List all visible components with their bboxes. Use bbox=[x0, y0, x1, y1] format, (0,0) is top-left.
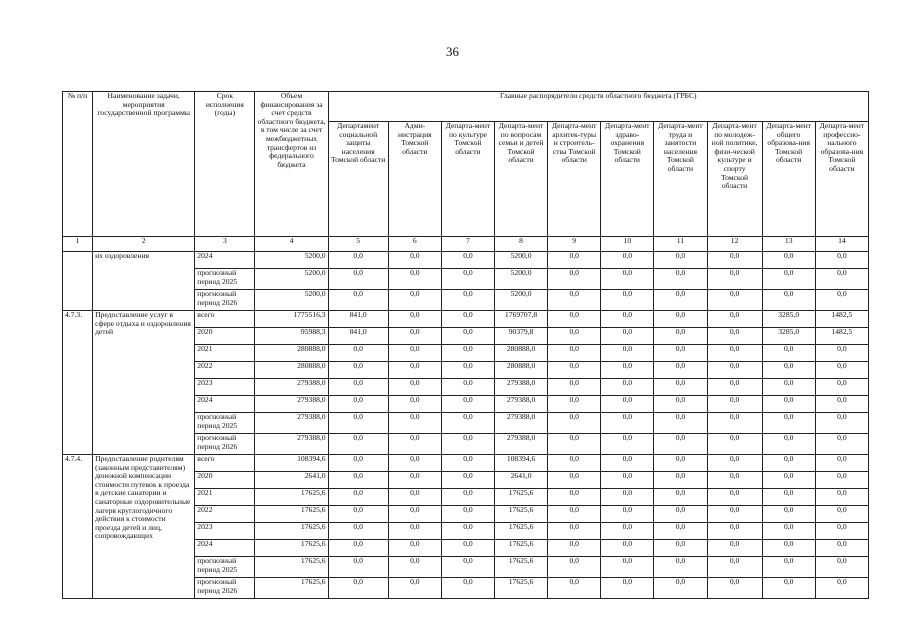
value-cell: 0,0 bbox=[441, 311, 494, 328]
task-name: Предоставление родителям (законным представителям) денежной компенсации стоимости путевок к проезда в детские санатории и санаторные оздоровительные лагеря круглогодичного действия к стоимости проезда детей и лиц, сопровождающих bbox=[93, 455, 195, 599]
value-cell: 0,0 bbox=[601, 311, 654, 328]
value-cell: 3285,0 bbox=[762, 328, 815, 345]
value-cell: 0,0 bbox=[762, 379, 815, 396]
header-row-grbs bbox=[63, 92, 869, 122]
value-cell: 0,0 bbox=[815, 578, 868, 599]
value-cell: 0,0 bbox=[707, 578, 762, 599]
value-cell: 0,0 bbox=[707, 506, 762, 523]
value-cell: 0,0 bbox=[328, 269, 388, 290]
value-cell: 0,0 bbox=[601, 523, 654, 540]
value-cell: 0,0 bbox=[654, 489, 707, 506]
value-cell: 0,0 bbox=[548, 379, 601, 396]
value-cell: 0,0 bbox=[328, 557, 388, 578]
value-cell: 0,0 bbox=[815, 290, 868, 311]
value-cell: 0,0 bbox=[441, 506, 494, 523]
value-cell: 0,0 bbox=[601, 290, 654, 311]
value-cell: 0,0 bbox=[441, 455, 494, 472]
value-cell: 0,0 bbox=[441, 540, 494, 557]
value-cell: 0,0 bbox=[707, 379, 762, 396]
value-cell: 0,0 bbox=[654, 269, 707, 290]
value-cell: 0,0 bbox=[707, 290, 762, 311]
value-cell: 0,0 bbox=[388, 472, 441, 489]
term-cell: прогнозный период 2026 bbox=[195, 578, 255, 599]
value-cell: 0,0 bbox=[654, 379, 707, 396]
value-cell: 0,0 bbox=[654, 311, 707, 328]
value-cell: 5200,0 bbox=[495, 290, 548, 311]
header-name: Наименование задачи, мероприятия государственной программы bbox=[93, 92, 195, 237]
value-cell: 0,0 bbox=[601, 455, 654, 472]
total-cell: 280888,0 bbox=[255, 362, 328, 379]
value-cell: 280888,0 bbox=[495, 345, 548, 362]
value-cell: 17625,6 bbox=[495, 489, 548, 506]
total-cell: 17625,6 bbox=[255, 578, 328, 599]
value-cell: 0,0 bbox=[328, 252, 388, 269]
table-row bbox=[63, 252, 869, 269]
value-cell: 0,0 bbox=[388, 578, 441, 599]
value-cell: 90379,8 bbox=[495, 328, 548, 345]
value-cell: 108394,6 bbox=[495, 455, 548, 472]
value-cell: 3285,0 bbox=[762, 311, 815, 328]
col-number: 10 bbox=[601, 237, 654, 252]
header-dept: Департа-мент архитек-туры и строитель-ства Томской области bbox=[548, 122, 601, 237]
value-cell: 0,0 bbox=[388, 252, 441, 269]
value-cell: 0,0 bbox=[707, 557, 762, 578]
col-number: 9 bbox=[548, 237, 601, 252]
total-cell: 5200,0 bbox=[255, 252, 328, 269]
col-number: 12 bbox=[707, 237, 762, 252]
value-cell: 0,0 bbox=[762, 252, 815, 269]
value-cell: 0,0 bbox=[654, 578, 707, 599]
term-cell: 2024 bbox=[195, 540, 255, 557]
term-cell: 2024 bbox=[195, 252, 255, 269]
term-cell: прогнозный период 2026 bbox=[195, 290, 255, 311]
column-number-row bbox=[63, 237, 869, 252]
value-cell: 5200,0 bbox=[495, 252, 548, 269]
value-cell: 0,0 bbox=[388, 311, 441, 328]
value-cell: 0,0 bbox=[654, 523, 707, 540]
value-cell: 0,0 bbox=[441, 434, 494, 455]
value-cell: 0,0 bbox=[388, 328, 441, 345]
header-num: № п/п bbox=[63, 92, 93, 237]
value-cell: 279388,0 bbox=[495, 413, 548, 434]
value-cell: 0,0 bbox=[762, 345, 815, 362]
table-row bbox=[63, 455, 869, 472]
value-cell: 0,0 bbox=[815, 540, 868, 557]
term-cell: 2021 bbox=[195, 345, 255, 362]
value-cell: 0,0 bbox=[388, 455, 441, 472]
value-cell: 0,0 bbox=[815, 557, 868, 578]
value-cell: 0,0 bbox=[388, 506, 441, 523]
value-cell: 0,0 bbox=[601, 413, 654, 434]
value-cell: 0,0 bbox=[815, 489, 868, 506]
value-cell: 0,0 bbox=[707, 252, 762, 269]
value-cell: 17625,6 bbox=[495, 578, 548, 599]
value-cell: 0,0 bbox=[654, 455, 707, 472]
col-number: 5 bbox=[328, 237, 388, 252]
value-cell: 0,0 bbox=[388, 345, 441, 362]
total-cell: 1775516,3 bbox=[255, 311, 328, 328]
value-cell: 0,0 bbox=[762, 523, 815, 540]
value-cell: 0,0 bbox=[762, 455, 815, 472]
col-number: 11 bbox=[654, 237, 707, 252]
value-cell: 0,0 bbox=[548, 472, 601, 489]
value-cell: 17625,6 bbox=[495, 557, 548, 578]
task-code: 4.7.4. bbox=[63, 455, 93, 599]
total-cell: 279388,0 bbox=[255, 434, 328, 455]
value-cell: 0,0 bbox=[548, 328, 601, 345]
value-cell: 0,0 bbox=[548, 269, 601, 290]
term-cell: 2022 bbox=[195, 506, 255, 523]
value-cell: 0,0 bbox=[548, 345, 601, 362]
header-dept: Департа-мент труда и занятости населения Томской области bbox=[654, 122, 707, 237]
value-cell: 0,0 bbox=[707, 396, 762, 413]
term-cell: всего bbox=[195, 311, 255, 328]
value-cell: 0,0 bbox=[654, 413, 707, 434]
value-cell: 0,0 bbox=[328, 290, 388, 311]
value-cell: 0,0 bbox=[388, 396, 441, 413]
value-cell: 0,0 bbox=[548, 540, 601, 557]
value-cell: 0,0 bbox=[707, 455, 762, 472]
value-cell: 0,0 bbox=[707, 345, 762, 362]
header-dept: Адми-нистрация Томской области bbox=[388, 122, 441, 237]
task-code: 4.7.3. bbox=[63, 311, 93, 455]
value-cell: 0,0 bbox=[328, 540, 388, 557]
value-cell: 0,0 bbox=[441, 252, 494, 269]
term-cell: 2020 bbox=[195, 328, 255, 345]
value-cell: 0,0 bbox=[601, 578, 654, 599]
value-cell: 0,0 bbox=[328, 523, 388, 540]
value-cell: 1769707,8 bbox=[495, 311, 548, 328]
value-cell: 0,0 bbox=[441, 472, 494, 489]
value-cell: 0,0 bbox=[601, 506, 654, 523]
value-cell: 0,0 bbox=[548, 396, 601, 413]
value-cell: 0,0 bbox=[388, 413, 441, 434]
total-cell: 17625,6 bbox=[255, 489, 328, 506]
header-dept: Департа-мент профессио-нального образова-ния Томской области bbox=[815, 122, 868, 237]
value-cell: 0,0 bbox=[707, 413, 762, 434]
value-cell: 0,0 bbox=[654, 252, 707, 269]
value-cell: 0,0 bbox=[707, 434, 762, 455]
total-cell: 279388,0 bbox=[255, 396, 328, 413]
value-cell: 0,0 bbox=[601, 269, 654, 290]
value-cell: 0,0 bbox=[654, 345, 707, 362]
value-cell: 0,0 bbox=[815, 379, 868, 396]
col-number: 3 bbox=[195, 237, 255, 252]
value-cell: 2641,0 bbox=[495, 472, 548, 489]
total-cell: 17625,6 bbox=[255, 540, 328, 557]
value-cell: 0,0 bbox=[601, 345, 654, 362]
value-cell: 0,0 bbox=[601, 362, 654, 379]
table-row bbox=[63, 311, 869, 328]
value-cell: 0,0 bbox=[388, 523, 441, 540]
value-cell: 0,0 bbox=[548, 290, 601, 311]
value-cell: 17625,6 bbox=[495, 506, 548, 523]
value-cell: 0,0 bbox=[328, 472, 388, 489]
total-cell: 280888,0 bbox=[255, 345, 328, 362]
term-cell: 2023 bbox=[195, 523, 255, 540]
value-cell: 17625,6 bbox=[495, 540, 548, 557]
value-cell: 0,0 bbox=[815, 434, 868, 455]
term-cell: 2024 bbox=[195, 396, 255, 413]
value-cell: 0,0 bbox=[762, 396, 815, 413]
header-dept: Департа-мент здраво-охранения Томской области bbox=[601, 122, 654, 237]
value-cell: 0,0 bbox=[654, 290, 707, 311]
value-cell: 0,0 bbox=[815, 269, 868, 290]
value-cell: 0,0 bbox=[388, 362, 441, 379]
col-number: 8 bbox=[495, 237, 548, 252]
term-cell: 2023 bbox=[195, 379, 255, 396]
total-cell: 5200,0 bbox=[255, 290, 328, 311]
value-cell: 0,0 bbox=[548, 413, 601, 434]
total-cell: 5200,0 bbox=[255, 269, 328, 290]
header-volume: Объем финансирования за счет средств областного бюджета, в том числе за счет межбюджетных трансфертов из федерального бюджета bbox=[255, 92, 328, 237]
value-cell: 0,0 bbox=[707, 523, 762, 540]
value-cell: 0,0 bbox=[388, 269, 441, 290]
value-cell: 0,0 bbox=[762, 362, 815, 379]
value-cell: 0,0 bbox=[762, 434, 815, 455]
value-cell: 0,0 bbox=[654, 557, 707, 578]
value-cell: 0,0 bbox=[548, 434, 601, 455]
value-cell: 279388,0 bbox=[495, 396, 548, 413]
value-cell: 0,0 bbox=[654, 396, 707, 413]
value-cell: 0,0 bbox=[441, 269, 494, 290]
col-number: 2 bbox=[93, 237, 195, 252]
value-cell: 0,0 bbox=[815, 413, 868, 434]
value-cell: 0,0 bbox=[328, 345, 388, 362]
value-cell: 0,0 bbox=[441, 379, 494, 396]
value-cell: 0,0 bbox=[441, 345, 494, 362]
value-cell: 0,0 bbox=[441, 396, 494, 413]
value-cell: 0,0 bbox=[654, 472, 707, 489]
value-cell: 0,0 bbox=[328, 396, 388, 413]
value-cell: 0,0 bbox=[388, 557, 441, 578]
value-cell: 0,0 bbox=[601, 379, 654, 396]
value-cell: 0,0 bbox=[388, 434, 441, 455]
value-cell: 0,0 bbox=[707, 311, 762, 328]
term-cell: прогнозный период 2026 bbox=[195, 434, 255, 455]
value-cell: 0,0 bbox=[548, 523, 601, 540]
header-dept: Департа-мент по молодеж-ной политике, физи-ческой культуре и спорту Томской области bbox=[707, 122, 762, 237]
header-dept: Департа-мент по вопросам семьи и детей Томской области bbox=[495, 122, 548, 237]
value-cell: 0,0 bbox=[548, 455, 601, 472]
value-cell: 0,0 bbox=[548, 252, 601, 269]
value-cell: 0,0 bbox=[707, 472, 762, 489]
col-number: 13 bbox=[762, 237, 815, 252]
value-cell: 0,0 bbox=[707, 362, 762, 379]
task-name: Предоставление услуг в сфере отдыха и оздоровления детей bbox=[93, 311, 195, 455]
value-cell: 0,0 bbox=[762, 413, 815, 434]
value-cell: 0,0 bbox=[388, 290, 441, 311]
value-cell: 841,0 bbox=[328, 328, 388, 345]
value-cell: 5200,0 bbox=[495, 269, 548, 290]
value-cell: 0,0 bbox=[601, 328, 654, 345]
value-cell: 0,0 bbox=[548, 489, 601, 506]
total-cell: 95988,3 bbox=[255, 328, 328, 345]
value-cell: 0,0 bbox=[815, 362, 868, 379]
budget-table bbox=[62, 91, 869, 599]
value-cell: 0,0 bbox=[601, 252, 654, 269]
value-cell: 0,0 bbox=[441, 578, 494, 599]
term-cell: всего bbox=[195, 455, 255, 472]
page-number: 36 bbox=[446, 44, 459, 59]
value-cell: 0,0 bbox=[441, 413, 494, 434]
value-cell: 0,0 bbox=[388, 379, 441, 396]
value-cell: 0,0 bbox=[548, 362, 601, 379]
value-cell: 0,0 bbox=[328, 434, 388, 455]
value-cell: 0,0 bbox=[815, 472, 868, 489]
value-cell: 0,0 bbox=[654, 328, 707, 345]
value-cell: 0,0 bbox=[815, 396, 868, 413]
term-cell: 2022 bbox=[195, 362, 255, 379]
col-number: 4 bbox=[255, 237, 328, 252]
value-cell: 0,0 bbox=[328, 379, 388, 396]
col-number: 1 bbox=[63, 237, 93, 252]
value-cell: 0,0 bbox=[328, 413, 388, 434]
value-cell: 0,0 bbox=[762, 506, 815, 523]
value-cell: 0,0 bbox=[388, 489, 441, 506]
header-term: Срок исполнения (годы) bbox=[195, 92, 255, 237]
total-cell: 279388,0 bbox=[255, 379, 328, 396]
value-cell: 0,0 bbox=[707, 489, 762, 506]
value-cell: 0,0 bbox=[328, 362, 388, 379]
col-number: 6 bbox=[388, 237, 441, 252]
value-cell: 0,0 bbox=[441, 523, 494, 540]
total-cell: 17625,6 bbox=[255, 523, 328, 540]
value-cell: 17625,6 bbox=[495, 523, 548, 540]
term-cell: прогнозный период 2025 bbox=[195, 413, 255, 434]
term-cell: прогнозный период 2025 bbox=[195, 557, 255, 578]
value-cell: 0,0 bbox=[441, 328, 494, 345]
value-cell: 0,0 bbox=[762, 489, 815, 506]
value-cell: 0,0 bbox=[762, 290, 815, 311]
value-cell: 0,0 bbox=[707, 540, 762, 557]
header-grbs: Главные распорядители средств областного бюджета (ГРБС) bbox=[328, 92, 868, 122]
table-body bbox=[63, 92, 869, 599]
task-name: их оздоровления bbox=[93, 252, 195, 311]
value-cell: 0,0 bbox=[441, 557, 494, 578]
value-cell: 0,0 bbox=[654, 540, 707, 557]
value-cell: 0,0 bbox=[762, 578, 815, 599]
value-cell: 1482,5 bbox=[815, 328, 868, 345]
value-cell: 0,0 bbox=[601, 489, 654, 506]
total-cell: 2641,0 bbox=[255, 472, 328, 489]
value-cell: 0,0 bbox=[654, 434, 707, 455]
value-cell: 0,0 bbox=[762, 472, 815, 489]
value-cell: 0,0 bbox=[548, 506, 601, 523]
value-cell: 0,0 bbox=[388, 540, 441, 557]
value-cell: 279388,0 bbox=[495, 434, 548, 455]
value-cell: 0,0 bbox=[815, 252, 868, 269]
value-cell: 0,0 bbox=[707, 269, 762, 290]
value-cell: 0,0 bbox=[441, 290, 494, 311]
total-cell: 279388,0 bbox=[255, 413, 328, 434]
value-cell: 0,0 bbox=[601, 472, 654, 489]
term-cell: 2020 bbox=[195, 472, 255, 489]
value-cell: 0,0 bbox=[548, 557, 601, 578]
value-cell: 0,0 bbox=[601, 396, 654, 413]
term-cell: прогнозный период 2025 bbox=[195, 269, 255, 290]
total-cell: 17625,6 bbox=[255, 557, 328, 578]
value-cell: 0,0 bbox=[441, 489, 494, 506]
value-cell: 280888,0 bbox=[495, 362, 548, 379]
total-cell: 17625,6 bbox=[255, 506, 328, 523]
value-cell: 279388,0 bbox=[495, 379, 548, 396]
header-dept: Департа-мент по культуре Томской области bbox=[441, 122, 494, 237]
header-dept: Департамент социальной защиты населения Томской области bbox=[328, 122, 388, 237]
value-cell: 0,0 bbox=[601, 540, 654, 557]
value-cell: 1482,5 bbox=[815, 311, 868, 328]
value-cell: 0,0 bbox=[762, 269, 815, 290]
term-cell: 2021 bbox=[195, 489, 255, 506]
value-cell: 0,0 bbox=[815, 506, 868, 523]
value-cell: 0,0 bbox=[328, 506, 388, 523]
value-cell: 0,0 bbox=[601, 434, 654, 455]
col-number: 7 bbox=[441, 237, 494, 252]
value-cell: 0,0 bbox=[762, 557, 815, 578]
total-cell: 108394,6 bbox=[255, 455, 328, 472]
value-cell: 0,0 bbox=[328, 455, 388, 472]
value-cell: 0,0 bbox=[654, 506, 707, 523]
value-cell: 0,0 bbox=[601, 557, 654, 578]
value-cell: 0,0 bbox=[815, 523, 868, 540]
value-cell: 0,0 bbox=[548, 311, 601, 328]
value-cell: 0,0 bbox=[328, 489, 388, 506]
value-cell: 0,0 bbox=[815, 455, 868, 472]
value-cell: 0,0 bbox=[441, 362, 494, 379]
value-cell: 0,0 bbox=[815, 345, 868, 362]
col-number: 14 bbox=[815, 237, 868, 252]
value-cell: 0,0 bbox=[548, 578, 601, 599]
value-cell: 841,0 bbox=[328, 311, 388, 328]
value-cell: 0,0 bbox=[328, 578, 388, 599]
value-cell: 0,0 bbox=[654, 362, 707, 379]
header-dept: Департа-мент общего образова-ния Томской области bbox=[762, 122, 815, 237]
value-cell: 0,0 bbox=[707, 328, 762, 345]
task-code bbox=[63, 252, 93, 311]
value-cell: 0,0 bbox=[762, 540, 815, 557]
